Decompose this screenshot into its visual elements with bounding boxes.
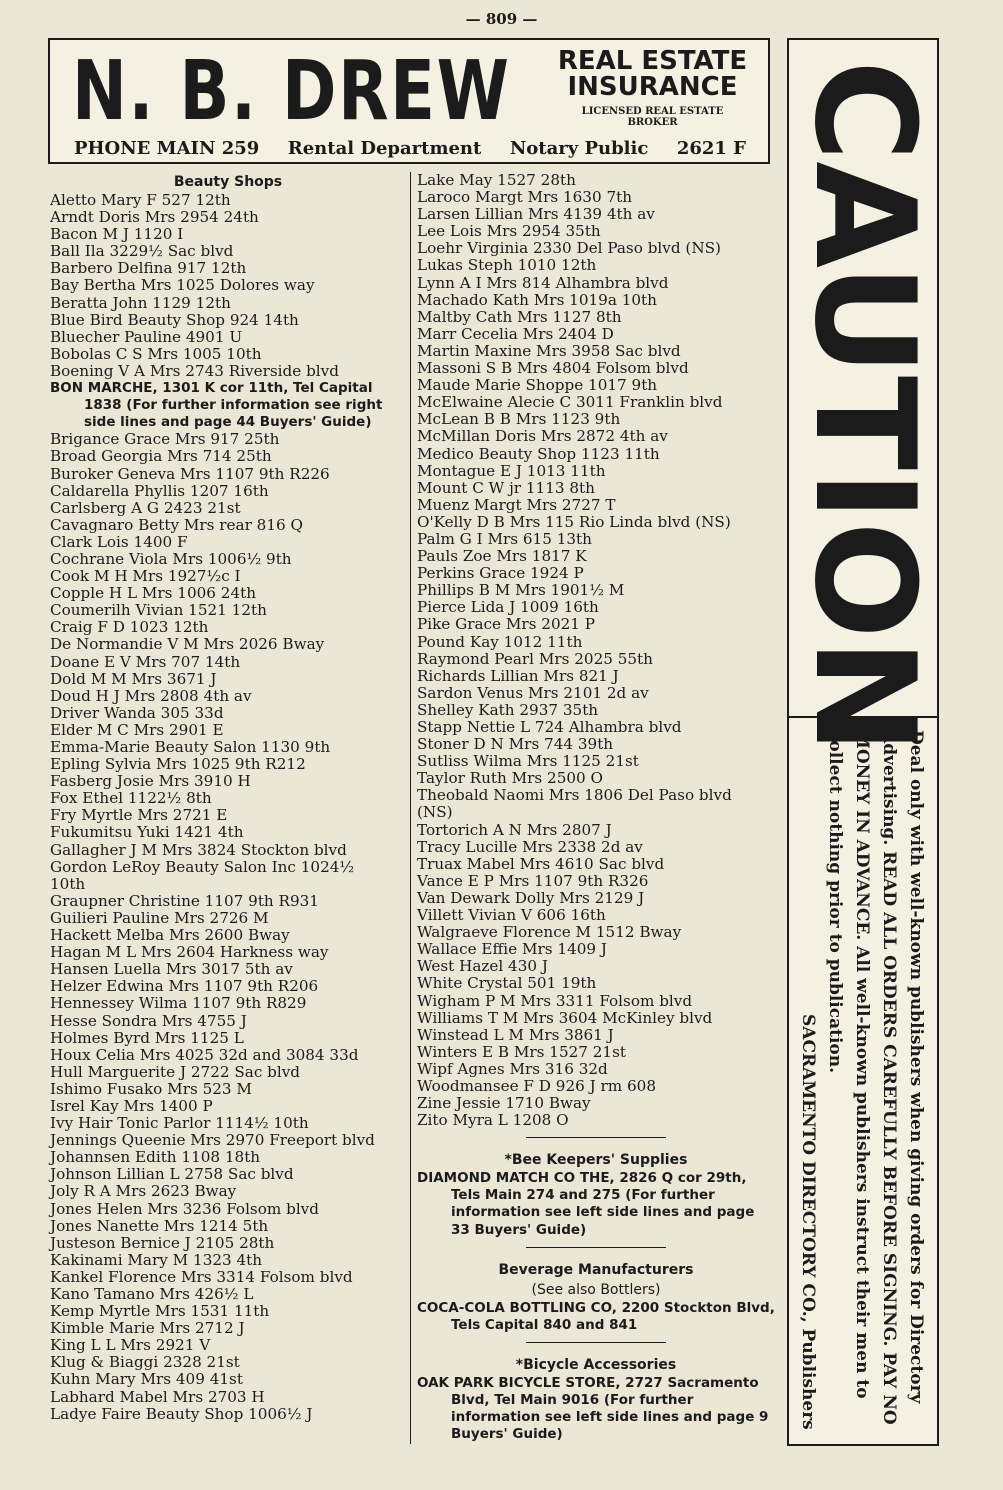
bee-keepers-heading: *Bee Keepers' Supplies [504, 1152, 688, 1169]
listing-entry: Johannsen Edith 1108 18th [50, 1148, 261, 1167]
listing-entry: West Hazel 430 J [417, 957, 548, 976]
listing-entry: Stoner D N Mrs 744 39th [417, 735, 614, 754]
listing-entry: Copple H L Mrs 1006 24th [50, 584, 256, 603]
listing-entry: Barbero Delfina 917 12th [50, 259, 247, 278]
listing-entry: Stapp Nettie L 724 Alhambra blvd [417, 718, 682, 736]
listing-entry: Johnson Lillian L 2758 Sac blvd [50, 1165, 294, 1184]
listing-entry: Gallagher J M Mrs 3824 Stockton blvd [50, 840, 347, 859]
listing-entry: Phillips B M Mrs 1901½ M [417, 581, 625, 600]
left-column [50, 172, 406, 1423]
oak-park-entry: OAK PARK BICYCLE STORE, 2727 Sacramento Blvd, Tel Main 9016 (For further information see left side lines and page 9 Buyers' Guide) [417, 1374, 769, 1443]
listing-entry: Labhard Mabel Mrs 2703 H [50, 1387, 265, 1406]
ad-licensed: LICENSED REAL ESTATE BROKER [581, 106, 724, 128]
ad-address: 2621 F [676, 138, 746, 159]
listing-entry: Holmes Byrd Mrs 1125 L [50, 1028, 244, 1047]
listing-entry: Pauls Zoe Mrs 1817 K [417, 547, 587, 566]
listing-entry: Jones Nanette Mrs 1214 5th [50, 1216, 269, 1235]
ad-company-name: N. B. DREW [72, 44, 511, 139]
listing-entry: De Normandie V M Mrs 2026 Bway [50, 635, 325, 654]
bicycle-heading: *Bicycle Accessories [515, 1356, 677, 1373]
listing-entry: Bobolas C S Mrs 1005 10th [50, 344, 262, 363]
listing-entry: Jennings Queenie Mrs 2970 Freeport blvd [50, 1131, 375, 1150]
listing-entry: Clark Lois 1400 F [50, 532, 188, 551]
listing-entry: Isrel Kay Mrs 1400 P [50, 1096, 213, 1115]
listing-entry: Muenz Margt Mrs 2727 T [417, 495, 616, 514]
listing-entry: Brigance Grace Mrs 917 25th [50, 430, 280, 449]
right-column [417, 172, 775, 1443]
listing-entry: Klug & Biaggi 2328 21st [50, 1353, 240, 1372]
listing-entry: Walgraeve Florence M 1512 Bway [417, 923, 682, 942]
listing-entry: Kankel Florence Mrs 3314 Folsom blvd [50, 1267, 353, 1286]
listing-entry: Martin Maxine Mrs 3958 Sac blvd [417, 341, 681, 360]
caution-body [794, 730, 929, 1430]
listing-entry: Aletto Mary F 527 12th [50, 191, 231, 209]
listing-entry: Palm G I Mrs 615 13th [417, 529, 592, 548]
listing-entry: Elder M C Mrs 2901 E [50, 720, 224, 739]
listing-entry: Tortorich A N Mrs 2807 J [417, 820, 612, 839]
listing-entry: 10th [50, 874, 86, 893]
listing-entry: Cook M H Mrs 1927½c I [50, 567, 241, 586]
listing-entry: Pound Kay 1012 11th [417, 632, 583, 651]
listing-entry: Taylor Ruth Mrs 2500 O [417, 769, 603, 788]
listing-entry: Hesse Sondra Mrs 4755 J [50, 1011, 247, 1030]
listing-entry: (NS) [417, 803, 453, 822]
listing-entry: Ladye Faire Beauty Shop 1006½ J [50, 1404, 313, 1423]
caution-title: CAUTION [784, 60, 945, 755]
listing-entry: Blue Bird Beauty Shop 924 14th [50, 310, 299, 329]
listing-entry: Fry Myrtle Mrs 2721 E [50, 806, 228, 825]
listing-entry: Emma-Marie Beauty Salon 1130 9th [50, 738, 331, 756]
listing-entry: Villett Vivian V 606 16th [417, 906, 606, 925]
listing-entry: Vance E P Mrs 1107 9th R326 [417, 871, 649, 890]
listing-entry: Machado Kath Mrs 1019a 10th [417, 290, 657, 309]
listing-entry: Williams T M Mrs 3604 McKinley blvd [417, 1008, 713, 1027]
listing-entry: Hennessey Wilma 1107 9th R829 [50, 994, 307, 1013]
listing-entry: Joly R A Mrs 2623 Bway [50, 1182, 237, 1201]
listing-entry: Kuhn Mary Mrs 409 41st [50, 1370, 243, 1389]
caution-line-1: Deal only with well-known publishers when giving orders for Directory Advertising. [879, 730, 926, 1404]
listing-entry: Zine Jessie 1710 Bway [417, 1094, 591, 1113]
listing-entry: Graupner Christine 1107 9th R931 [50, 891, 319, 910]
listing-entry: Beratta John 1129 12th [50, 293, 231, 312]
listing-entry: Cavagnaro Betty Mrs rear 816 Q [50, 515, 303, 534]
ad-phone: PHONE MAIN 259 [74, 138, 260, 159]
column-divider [410, 172, 411, 1444]
listing-entry: Cochrane Viola Mrs 1006½ 9th [50, 549, 292, 568]
listing-entry: Guilieri Pauline Mrs 2726 M [50, 908, 269, 927]
listing-entry: Bay Bertha Mrs 1025 Dolores way [50, 276, 315, 295]
listing-entry: Mount C W jr 1113 8th [417, 478, 595, 497]
listing-entry: McLean B B Mrs 1123 9th [417, 410, 621, 429]
listing-entry: Arndt Doris Mrs 2954 24th [50, 208, 259, 227]
listing-entry: Medico Beauty Shop 1123 11th [417, 444, 660, 463]
listing-entry: Tracy Lucille Mrs 2338 2d av [417, 837, 643, 856]
section-separator [526, 1137, 666, 1138]
listing-entry: Pike Grace Mrs 2021 P [417, 615, 595, 634]
listing-entry: Shelley Kath 2937 35th [417, 700, 599, 719]
listing-entry: Bacon M J 1120 I [50, 225, 184, 244]
drew-advertisement [48, 38, 770, 164]
listing-entry: Montague E J 1013 11th [417, 461, 606, 480]
listing-entry: Doane E V Mrs 707 14th [50, 652, 241, 671]
left-listing-a [50, 192, 406, 380]
beverage-heading: Beverage Manufacturers [498, 1261, 694, 1278]
listing-entry: Ishimo Fusako Mrs 523 M [50, 1079, 252, 1098]
listing-entry: Hagan M L Mrs 2604 Harkness way [50, 943, 329, 962]
ad-footer [74, 138, 746, 159]
listing-entry: Hull Marguerite J 2722 Sac blvd [50, 1062, 301, 1081]
listing-entry: Jones Helen Mrs 3236 Folsom blvd [50, 1199, 319, 1218]
section-separator [526, 1342, 666, 1343]
listing-entry: Ball Ila 3229½ Sac blvd [50, 242, 234, 261]
caution-divider [789, 716, 937, 718]
left-listing-b [50, 431, 406, 1422]
listing-entry: Lynn A I Mrs 814 Alhambra blvd [417, 273, 669, 292]
listing-entry: Pierce Lida J 1009 16th [417, 598, 599, 617]
ad-rental: Rental Department [287, 138, 482, 159]
coca-cola-entry: COCA-COLA BOTTLING CO, 2200 Stockton Blvd, Tels Capital 840 and 841 [417, 1299, 775, 1333]
listing-entry: Caldarella Phyllis 1207 16th [50, 481, 269, 500]
listing-entry: Woodmansee F D 926 J rm 608 [417, 1076, 657, 1095]
listing-entry: Wipf Agnes Mrs 316 32d [417, 1059, 608, 1078]
caution-publisher: SACRAMENTO DIRECTORY CO., Publishers [798, 1014, 818, 1430]
listing-entry: Justeson Bernice J 2105 28th [50, 1233, 275, 1252]
listing-entry: Helzer Edwina Mrs 1107 9th R206 [50, 977, 319, 996]
listing-entry: Richards Lillian Mrs 821 J [417, 666, 619, 685]
listing-entry: Craig F D 1023 12th [50, 618, 209, 637]
listing-entry: Van Dewark Dolly Mrs 2129 J [417, 888, 645, 907]
listing-entry: Fox Ethel 1122½ 8th [50, 789, 212, 808]
listing-entry: Doud H J Mrs 2808 4th av [50, 686, 252, 705]
listing-entry: Kemp Myrtle Mrs 1531 11th [50, 1302, 270, 1321]
listing-entry: Fasberg Josie Mrs 3910 H [50, 772, 251, 791]
listing-entry: Carlsberg A G 2423 21st [50, 498, 241, 517]
listing-entry: Lukas Steph 1010 12th [417, 256, 597, 275]
caution-notice [784, 38, 945, 1446]
ad-insurance: INSURANCE [567, 72, 738, 102]
beauty-shops-heading: Beauty Shops [173, 174, 283, 190]
bon-marche-entry: BON MARCHE, 1301 K cor 11th, Tel Capital 1838 (For further information see right side lines and page 44 Buyers' Guide) [50, 380, 383, 431]
diamond-match-entry: DIAMOND MATCH CO THE, 2826 Q cor 29th, Tels Main 274 and 275 (For further information see left side lines and page 33 Buyers' Guide) [417, 1170, 755, 1238]
right-listing [417, 172, 775, 1129]
listing-entry: Maltby Cath Mrs 1127 8th [417, 307, 622, 326]
listing-entry: Massoni S B Mrs 4804 Folsom blvd [417, 359, 689, 378]
ad-real-estate: REAL ESTATE [557, 46, 748, 76]
listing-entry: Boening V A Mrs 2743 Riverside blvd [50, 361, 339, 380]
ad-notary: Notary Public [509, 138, 649, 159]
page-number: — 809 — [465, 10, 538, 28]
listing-entry: Winters E B Mrs 1527 21st [417, 1042, 626, 1061]
listing-entry: Lake May 1527 28th [417, 171, 576, 189]
listing-entry: Truax Mabel Mrs 4610 Sac blvd [417, 854, 665, 873]
listing-entry: Kano Tamano Mrs 426½ L [50, 1285, 254, 1303]
listing-entry: Laroco Margt Mrs 1630 7th [417, 188, 632, 207]
listing-entry: Dold M M Mrs 3671 J [50, 669, 217, 688]
listing-entry: Sutliss Wilma Mrs 1125 21st [417, 752, 639, 771]
listing-entry: Loehr Virginia 2330 Del Paso blvd (NS) [417, 239, 721, 258]
listing-entry: Coumerilh Vivian 1521 12th [50, 601, 267, 620]
listing-entry: White Crystal 501 19th [417, 974, 597, 993]
listing-entry: Larsen Lillian Mrs 4139 4th av [417, 205, 655, 224]
listing-entry: Zito Myra L 1208 O [417, 1111, 569, 1130]
ad-services [555, 48, 750, 100]
listing-entry: Bluecher Pauline 4901 U [50, 327, 243, 346]
listing-entry: Gordon LeRoy Beauty Salon Inc 1024½ [50, 857, 355, 876]
section-separator [526, 1247, 666, 1248]
listing-entry: Kimble Marie Mrs 2712 J [50, 1319, 245, 1338]
listing-entry: Perkins Grace 1924 P [417, 564, 584, 583]
listing-entry: Maude Marie Shoppe 1017 9th [417, 376, 658, 395]
listing-entry: Hansen Luella Mrs 3017 5th av [50, 960, 293, 979]
listing-entry: Wallace Effie Mrs 1409 J [417, 940, 607, 959]
caution-line-2: READ ALL ORDERS CAREFULLY BEFORE SIGNING. PAY NO MONEY IN ADVANCE. All well-known publishers instruct their men to collect nothing prior to publication. [825, 730, 899, 1425]
listing-entry: Houx Celia Mrs 4025 32d and 3084 33d [50, 1045, 359, 1064]
listing-entry: Epling Sylvia Mrs 1025 9th R212 [50, 755, 306, 774]
listing-entry: Driver Wanda 305 33d [50, 703, 224, 722]
listing-entry: King L L Mrs 2921 V [50, 1336, 211, 1355]
listing-entry: Fukumitsu Yuki 1421 4th [50, 823, 244, 842]
listing-entry: Hackett Melba Mrs 2600 Bway [50, 926, 290, 945]
beverage-subheading: (See also Bottlers) [531, 1281, 661, 1298]
listing-entry: Wigham P M Mrs 3311 Folsom blvd [417, 991, 693, 1010]
listing-entry: Kakinami Mary M 1323 4th [50, 1250, 263, 1269]
listing-entry: Sardon Venus Mrs 2101 2d av [417, 683, 649, 702]
listing-entry: Marr Cecelia Mrs 2404 D [417, 324, 614, 343]
listing-entry: McElwaine Alecie C 3011 Franklin blvd [417, 393, 723, 412]
listing-entry: Broad Georgia Mrs 714 25th [50, 447, 272, 466]
listing-entry: O'Kelly D B Mrs 115 Rio Linda blvd (NS) [417, 512, 731, 531]
listing-entry: McMillan Doris Mrs 2872 4th av [417, 427, 668, 446]
listing-entry: Lee Lois Mrs 2954 35th [417, 222, 601, 241]
listing-entry: Buroker Geneva Mrs 1107 9th R226 [50, 464, 330, 483]
listing-entry: Ivy Hair Tonic Parlor 1114½ 10th [50, 1114, 309, 1133]
listing-entry: Theobald Naomi Mrs 1806 Del Paso blvd [417, 786, 732, 805]
listing-entry: Raymond Pearl Mrs 2025 55th [417, 649, 653, 668]
listing-entry: Winstead L M Mrs 3861 J [417, 1025, 614, 1044]
